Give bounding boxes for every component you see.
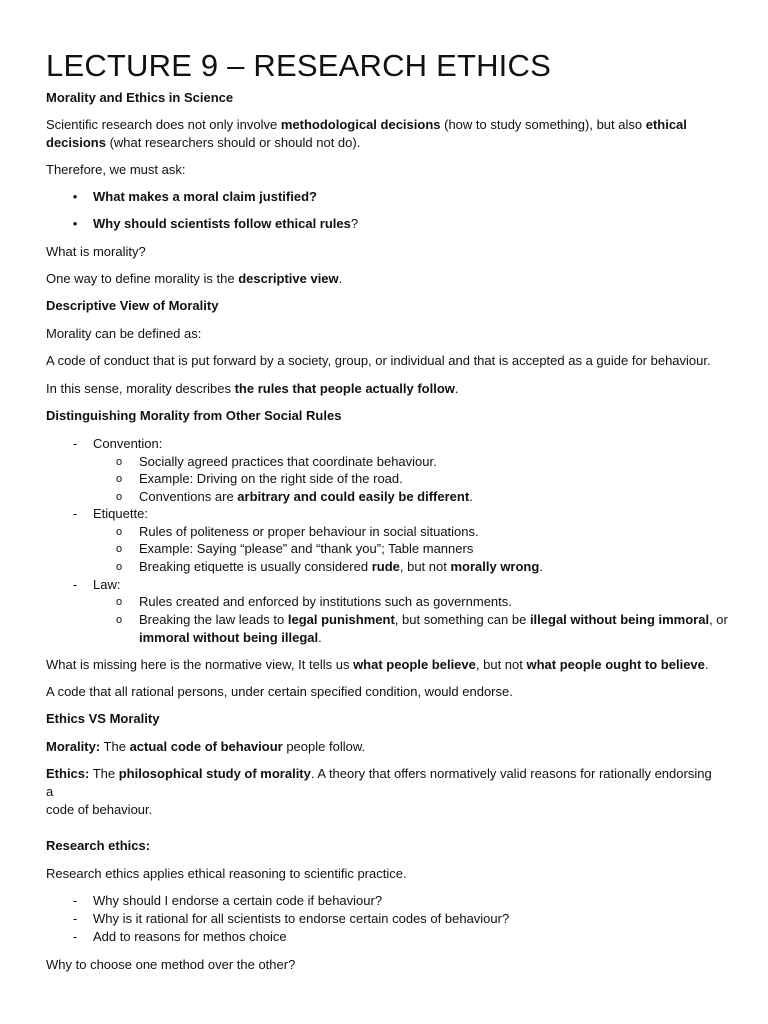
paragraph-normative-view: What is missing here is the normative view, It tells us what people believe, but not what people ought to believe. xyxy=(46,657,709,672)
paragraph-ethics-def: Ethics: The philosophical study of morality. A theory that offers normatively valid reasons for rationally endorsing a code of behaviour. xyxy=(46,766,712,817)
paragraph-therefore: Therefore, we must ask: xyxy=(46,162,186,177)
paragraph-code-of-conduct: A code of conduct that is put forward by a society, group, or individual and that is accepted as a guide for behaviour. xyxy=(46,353,711,368)
paragraph-morality-def: Morality: The actual code of behaviour people follow. xyxy=(46,739,366,754)
paragraph-defined-as: Morality can be defined as: xyxy=(46,326,202,341)
paragraph-in-this-sense: In this sense, morality describes the rules that people actually follow. xyxy=(46,381,459,396)
paragraph-research-ethics: Research ethics applies ethical reasoning to scientific practice. xyxy=(46,866,407,881)
section-heading-descriptive-view: Descriptive View of Morality xyxy=(46,298,219,313)
paragraph-what-is-morality: What is morality? xyxy=(46,244,146,259)
paragraph-intro: Scientific research does not only involve methodological decisions (how to study something), but also ethical decisions (what researchers should or should not do). xyxy=(46,117,687,150)
paragraph-rational-code: A code that all rational persons, under certain specified condition, would endorse. xyxy=(46,684,513,699)
page-title: LECTURE 9 – RESEARCH ETHICS xyxy=(46,48,551,83)
paragraph-one-way: One way to define morality is the descriptive view. xyxy=(46,271,343,286)
section-heading-ethics-vs-morality: Ethics VS Morality xyxy=(46,711,160,726)
section-heading-morality-ethics: Morality and Ethics in Science xyxy=(46,90,234,105)
paragraph-why-choose: Why to choose one method over the other? xyxy=(46,957,296,972)
section-heading-research-ethics: Research ethics: xyxy=(46,838,151,853)
section-heading-distinguishing: Distinguishing Morality from Other Social Rules xyxy=(46,408,342,423)
